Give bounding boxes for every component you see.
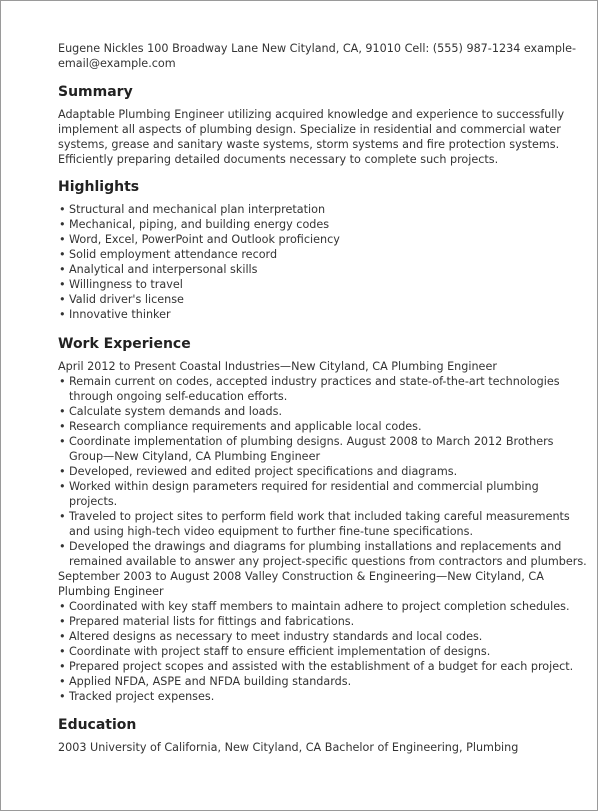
list-item: • Developed, reviewed and edited project specifications and diagrams. <box>58 464 589 479</box>
work-experience-section <box>58 335 589 704</box>
list-item: • Analytical and interpersonal skills <box>58 262 589 277</box>
list-item: • Solid employment attendance record <box>58 247 589 262</box>
summary-heading: Summary <box>58 84 133 100</box>
list-item: • Coordinate with project staff to ensure efficient implementation of designs. <box>58 644 589 659</box>
list-item: • Developed the drawings and diagrams for plumbing installations and replacements and remained available to answer any project-specific questions from contractors and plumbers. <box>58 539 589 569</box>
list-item: • Traveled to project sites to perform field work that included taking careful measurements and using high-tech video equipment to further fine-tune specifications. <box>58 509 589 539</box>
highlights-list <box>58 202 589 322</box>
list-item: • Calculate system demands and loads. <box>58 404 589 419</box>
job-header: September 2003 to August 2008 Valley Construction & Engineering—New Cityland, CA Plumbing Engineer <box>58 570 544 598</box>
list-item: • Research compliance requirements and applicable local codes. <box>58 419 589 434</box>
list-item: • Coordinated with key staff members to maintain adhere to project completion schedules. <box>58 599 589 614</box>
job-duties-list <box>58 374 589 569</box>
list-item: • Applied NFDA, ASPE and NFDA building standards. <box>58 674 589 689</box>
summary-text: Adaptable Plumbing Engineer utilizing acquired knowledge and experience to successfully implement all aspects of plumbing design. Specialize in residential and commercial water systems, grease and sanitary waste systems, storm systems and fire protection systems. Efficiently preparing detailed documents necessary to complete such projects. <box>58 108 565 166</box>
highlights-heading: Highlights <box>58 179 140 195</box>
list-item: • Prepared project scopes and assisted with the establishment of a budget for each project. <box>58 659 589 674</box>
list-item: • Altered designs as necessary to meet industry standards and local codes. <box>58 629 589 644</box>
list-item: • Willingness to travel <box>58 277 589 292</box>
job-duties-list <box>58 599 589 704</box>
education-section <box>58 716 589 755</box>
list-item: • Word, Excel, PowerPoint and Outlook proficiency <box>58 232 589 247</box>
contact-info: Eugene Nickles 100 Broadway Lane New Cityland, CA, 91010 Cell: (555) 987-1234 example-email@example.com <box>58 42 577 70</box>
list-item: • Prepared material lists for fittings and fabrications. <box>58 614 589 629</box>
list-item: • Coordinate implementation of plumbing designs. August 2008 to March 2012 Brothers Group—New Cityland, CA Plumbing Engineer <box>58 434 589 464</box>
list-item: • Valid driver's license <box>58 292 589 307</box>
list-item: • Remain current on codes, accepted industry practices and state-of-the-art technologies through ongoing self-education efforts. <box>58 374 589 404</box>
list-item: • Worked within design parameters required for residential and commercial plumbing projects. <box>58 479 589 509</box>
highlights-section <box>58 178 589 322</box>
work-experience-heading: Work Experience <box>58 336 191 352</box>
list-item: • Mechanical, piping, and building energy codes <box>58 217 589 232</box>
education-heading: Education <box>58 717 137 733</box>
education-entry: 2003 University of California, New Cityland, CA Bachelor of Engineering, Plumbing <box>58 741 519 754</box>
list-item: • Structural and mechanical plan interpretation <box>58 202 589 217</box>
list-item: • Innovative thinker <box>58 307 589 322</box>
summary-section <box>58 83 589 167</box>
list-item: • Tracked project expenses. <box>58 689 589 704</box>
job-header: April 2012 to Present Coastal Industries—New Cityland, CA Plumbing Engineer <box>58 360 497 373</box>
